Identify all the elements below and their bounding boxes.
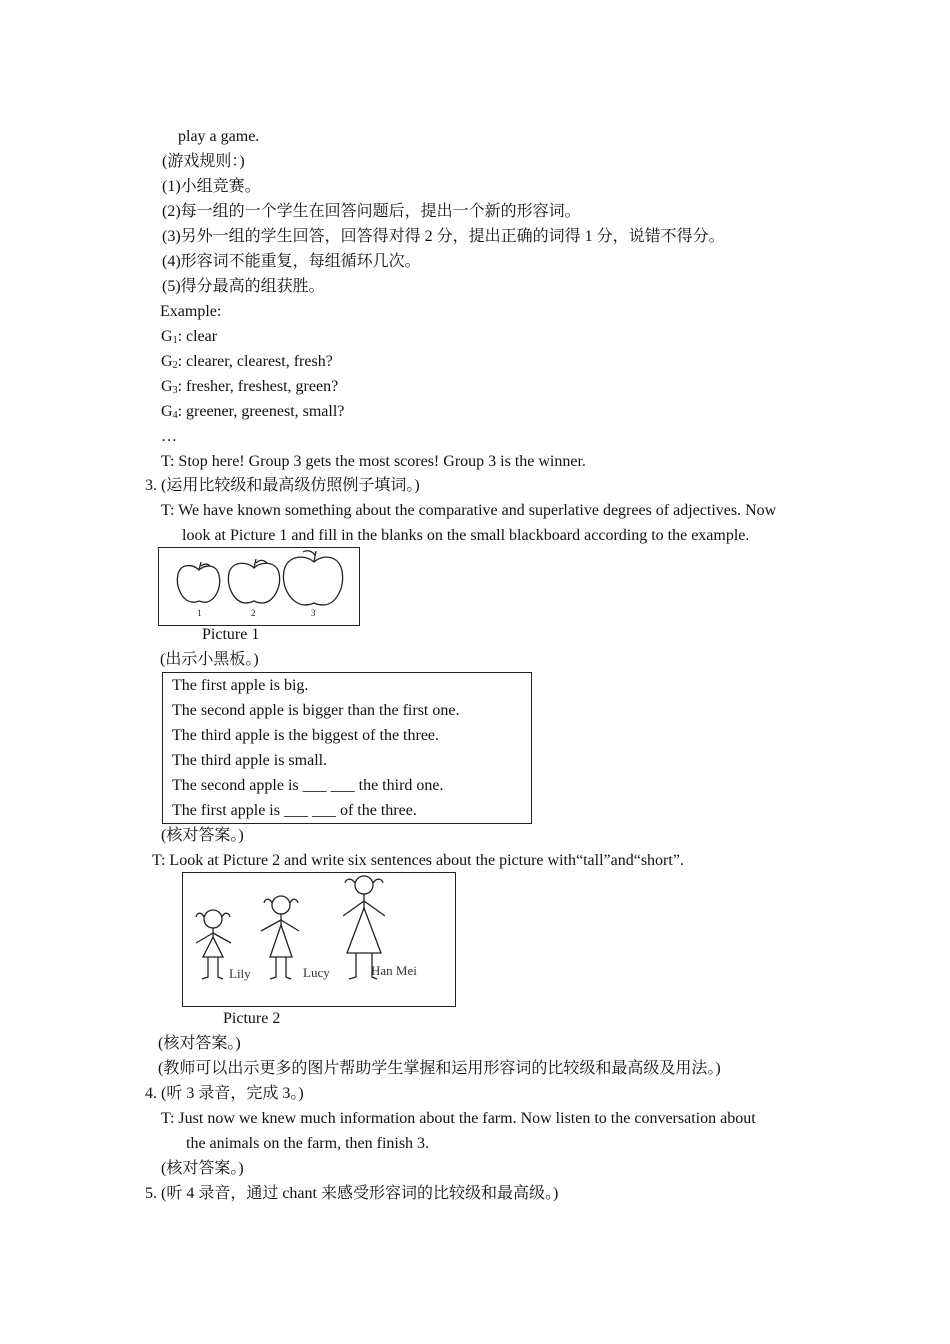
picture1-caption: Picture 1 — [202, 626, 260, 643]
step5-heading: 5. (听 4 录音，通过 chant 来感受形容词的比较级和最高级。) — [145, 1185, 559, 1202]
example-label: Example: — [160, 303, 222, 320]
name-label: Han Mei — [371, 963, 417, 978]
step4-heading: 4. (听 3 录音，完成 3。) — [145, 1085, 304, 1102]
blackboard — [162, 672, 532, 824]
example-line: $G_2$: clearer, clearest, fresh? — [161, 353, 333, 371]
girl-lily — [196, 910, 231, 979]
board-line: The third apple is the biggest of the three. — [172, 727, 440, 744]
ellipsis: … — [161, 428, 177, 445]
rule-item: (4)形容词不能重复，每组循环几次。 — [162, 253, 421, 270]
rules-title: (游戏规则：) — [162, 153, 245, 170]
step4-teacher-line2: the animals on the farm, then finish 3. — [186, 1135, 430, 1152]
example-line: $G_1$: clear — [161, 328, 218, 346]
board-line: The first apple is big. — [172, 677, 309, 694]
apple-label: 1 — [197, 608, 202, 618]
teacher-note: (教师可以出示更多的图片帮助学生掌握和运用形容词的比较级和最高级及用法。) — [158, 1060, 721, 1077]
show-board-note: (出示小黑板。) — [160, 651, 259, 668]
picture2-caption: Picture 2 — [223, 1010, 281, 1027]
apple-label: 3 — [311, 608, 316, 618]
apple-2 — [228, 563, 279, 603]
check-answers-2: (核对答案。) — [158, 1035, 241, 1052]
rule-item: (2)每一组的一个学生在回答问题后，提出一个新的形容词。 — [162, 203, 581, 220]
step3-teacher-line2: look at Picture 1 and fill in the blanks on the small blackboard according to the example. — [182, 527, 750, 544]
board-line: The third apple is small. — [172, 752, 328, 769]
rule-item: (1)小组竞赛。 — [162, 178, 261, 195]
rule-item: (5)得分最高的组获胜。 — [162, 278, 325, 295]
board-line: The first apple is ___ ___ of the three. — [172, 802, 417, 819]
step3-teacher-line1: T: We have known something about the comparative and superlative degrees of adjectives. Now — [161, 502, 777, 519]
step4-teacher-line1: T: Just now we knew much information about the farm. Now listen to the conversation about — [161, 1110, 756, 1127]
rule-item: (3)另外一组的学生回答，回答得对得 2 分，提出正确的词得 1 分，说错不得分。 — [162, 228, 725, 245]
step3-heading: 3. (运用比较级和最高级仿照例子填词。) — [145, 477, 420, 494]
apple-1 — [177, 566, 219, 603]
check-answers-1: (核对答案。) — [161, 827, 244, 844]
name-label: Lily — [229, 966, 251, 981]
picture2 — [182, 872, 456, 1007]
teacher-end: T: Stop here! Group 3 gets the most scores! Group 3 is the winner. — [161, 453, 586, 470]
check-answers-3: (核对答案。) — [161, 1160, 244, 1177]
girls-illustration — [183, 873, 455, 1006]
example-line: $G_4$: greener, greenest, small? — [161, 403, 345, 421]
name-label: Lucy — [303, 965, 330, 980]
teacher-picture2: T: Look at Picture 2 and write six sentences about the picture with“tall”and“short”. — [152, 852, 684, 869]
apple-3 — [284, 557, 343, 605]
board-line: The second apple is ___ ___ the third one. — [172, 777, 444, 794]
apples-illustration — [159, 548, 359, 625]
board-line: The second apple is bigger than the first one. — [172, 702, 460, 719]
game-intro: play a game. — [178, 128, 260, 145]
example-line: $G_3$: fresher, freshest, green? — [161, 378, 339, 396]
apple-label: 2 — [251, 608, 256, 618]
picture1 — [158, 547, 360, 626]
girl-lucy — [261, 896, 299, 979]
